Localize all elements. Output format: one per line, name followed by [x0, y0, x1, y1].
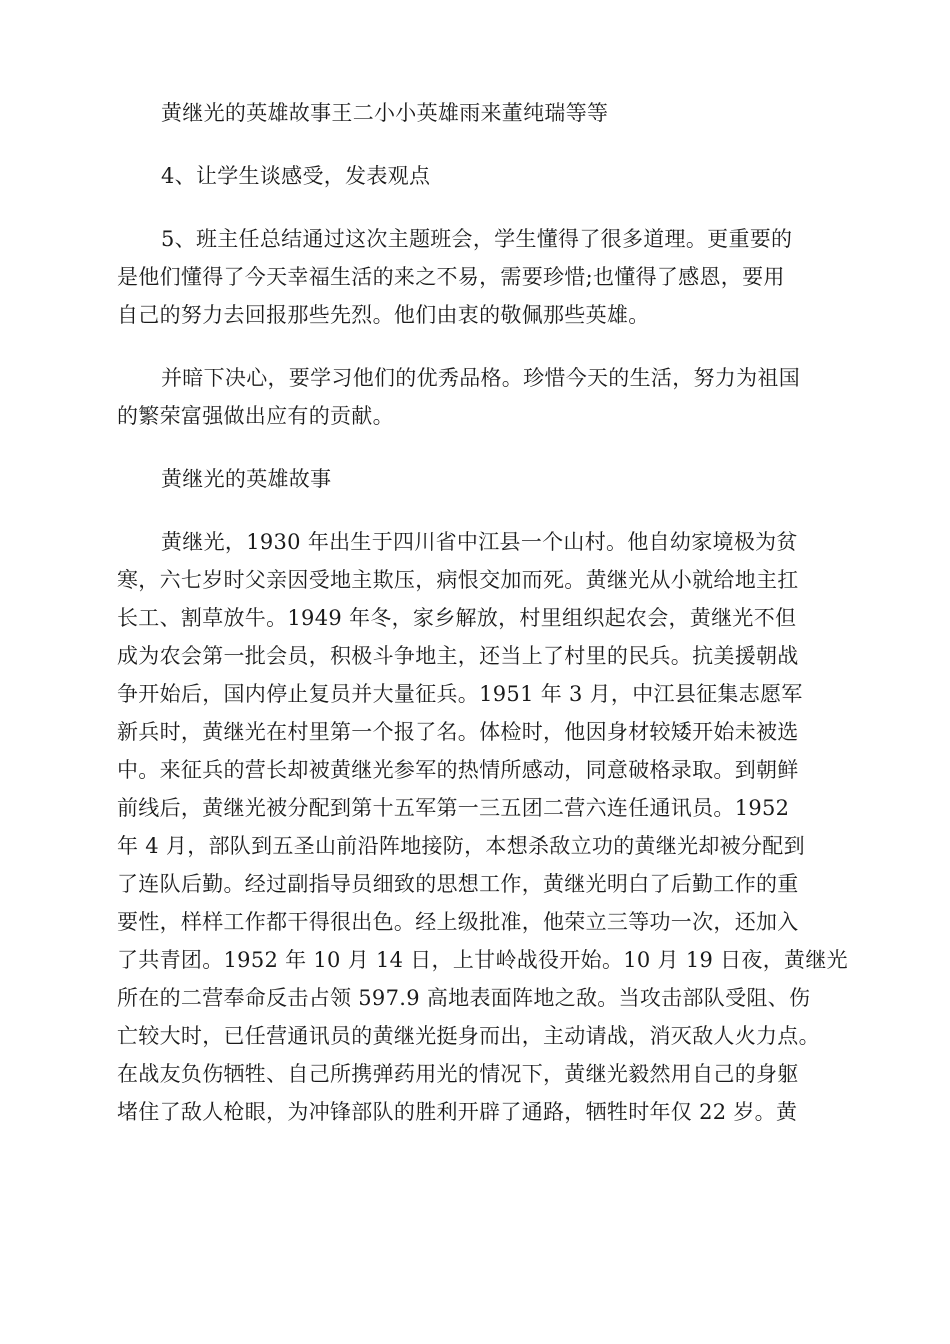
text-line: 自己的努力去回报那些先烈。他们由衷的敬佩那些英雄。 — [117, 303, 650, 327]
text-line: 的繁荣富强做出应有的贡献。 — [117, 404, 394, 428]
text-line: 黄继光，1930 年出生于四川省中江县一个山村。他自幼家境极为贫 — [161, 530, 798, 554]
text-line: 年 4 月，部队到五圣山前沿阵地接防，本想杀敌立功的黄继光却被分配到 — [117, 834, 805, 858]
heading-text: 黄继光的英雄故事 — [161, 467, 332, 491]
text-line: 在战友负伤牺牲、自己所携弹药用光的情况下，黄继光毅然用自己的身躯 — [117, 1062, 799, 1086]
paragraph-step-5 — [117, 220, 837, 334]
paragraph-hero-list — [117, 94, 837, 132]
text-line: 前线后，黄继光被分配到第十五军第一三五团二营六连任通讯员。1952 — [117, 796, 790, 820]
text-line: 了共青团。1952 年 10 月 14 日，上甘岭战役开始。10 月 19 日夜，黄继光 — [117, 948, 848, 972]
text-line: 要性，样样工作都干得很出色。经上级批准，他荣立三等功一次，还加入 — [117, 910, 799, 934]
paragraph-story — [117, 523, 848, 1131]
document-body — [117, 94, 848, 1131]
text-line: 争开始后，国内停止复员并大量征兵。1951 年 3 月，中江县征集志愿军 — [117, 682, 803, 706]
text-line: 堵住了敌人枪眼，为冲锋部队的胜利开辟了通路，牺牲时年仅 22 岁。黄 — [117, 1100, 798, 1124]
paragraph-step-4 — [117, 157, 837, 195]
text-line: 黄继光的英雄故事王二小小英雄雨来董纯瑞等等 — [161, 101, 609, 125]
text-line: 并暗下决心，要学习他们的优秀品格。珍惜今天的生活，努力为祖国 — [161, 366, 800, 390]
paragraph-resolution — [117, 359, 837, 435]
text-line: 亡较大时，已任营通讯员的黄继光挺身而出，主动请战，消灭敌人火力点。 — [117, 1024, 820, 1048]
text-line: 新兵时，黄继光在村里第一个报了名。体检时，他因身材较矮开始未被选 — [117, 720, 799, 744]
text-line: 是他们懂得了今天幸福生活的来之不易，需要珍惜;也懂得了感恩，要用 — [117, 265, 785, 289]
text-line: 5、班主任总结通过这次主题班会，学生懂得了很多道理。更重要的 — [161, 227, 793, 251]
text-line: 了连队后勤。经过副指导员细致的思想工作，黄继光明白了后勤工作的重 — [117, 872, 799, 896]
text-line: 中。来征兵的营长却被黄继光参军的热情所感动，同意破格录取。到朝鲜 — [117, 758, 799, 782]
text-line: 所在的二营奉命反击占领 597.9 高地表面阵地之敌。当攻击部队受阻、伤 — [117, 986, 811, 1010]
text-line: 成为农会第一批会员，积极斗争地主，还当上了村里的民兵。抗美援朝战 — [117, 644, 799, 668]
text-line: 4、让学生谈感受，发表观点 — [161, 164, 431, 188]
section-heading — [117, 460, 837, 498]
text-line: 寒，六七岁时父亲因受地主欺压，病恨交加而死。黄继光从小就给地主扛 — [117, 568, 799, 592]
text-line: 长工、割草放牛。1949 年冬，家乡解放，村里组织起农会，黄继光不但 — [117, 606, 797, 630]
